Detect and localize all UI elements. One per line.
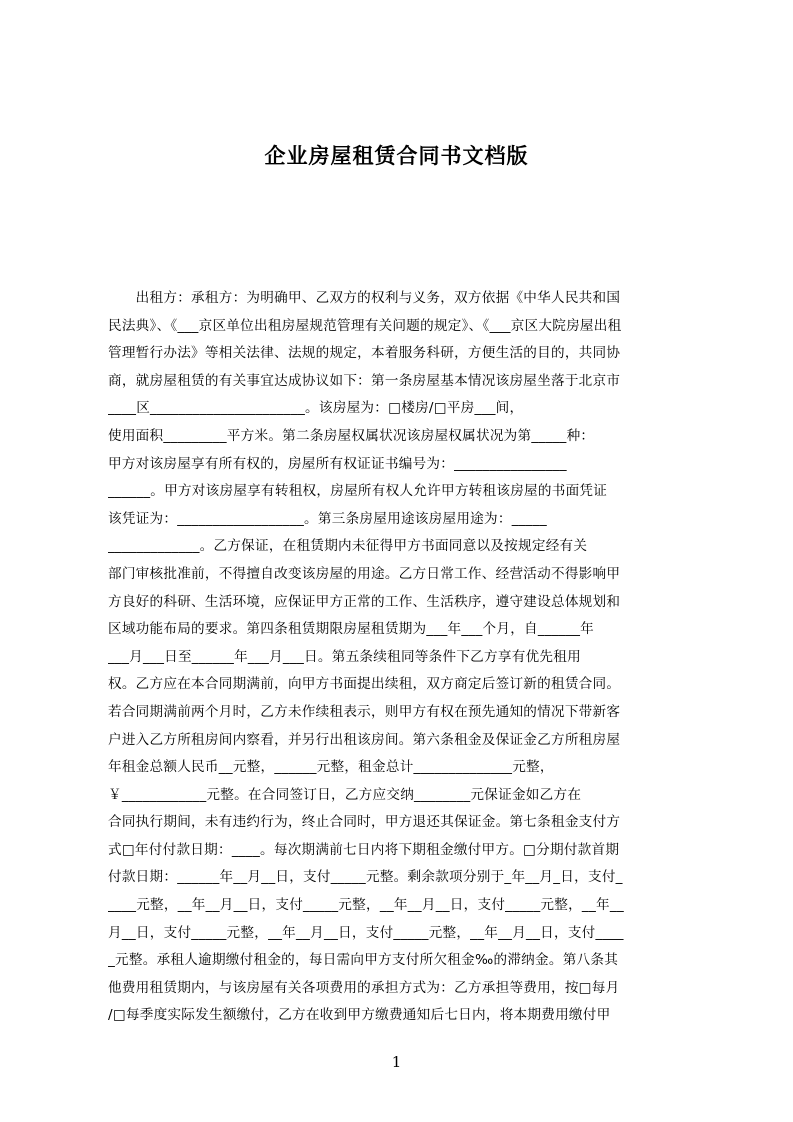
body-line: 他费用租赁期内，与该房屋有关各项费用的承担方式为：乙方承担等费用，按□每月 (108, 979, 620, 996)
body-line: 付款日期：______年__月__日，支付_____元整。剩余款项分别于_年__月_日，支付_ (108, 869, 623, 886)
body-line: /□每季度实际发生额缴付，乙方在收到甲方缴费通知后七日内，将本期费用缴付甲 (108, 1007, 611, 1024)
body-line: 式□年付付款日期：____。每次期满前七日内将下期租金缴付甲方。□分期付款首期 (108, 841, 620, 858)
body-line: ____区______________________。该房屋为：□楼房/□平房___间， (108, 400, 524, 417)
body-line: 使用面积_________平方米。第二条房屋权属状况该房屋权属状况为第_____种： (108, 427, 595, 444)
body-line: 权。乙方应在本合同期满前，向甲方书面提出续租，双方商定后签订新的租赁合同。 (108, 676, 621, 693)
body-line: ￥____________元整。在合同签订日，乙方应交纳________元保证金如乙方在 (108, 786, 582, 803)
body-line: 管理暂行办法》等相关法律、法规的规定，本着服务科研，方便生活的目的，共同协 (108, 345, 621, 362)
body-line: ____元整，__年__月__日，支付_____元整，__年__月__日，支付_____元整，__年__ (108, 897, 624, 914)
body-line: 部门审核批准前，不得擅自改变该房屋的用途。乙方日常工作、经营活动不得影响甲 (108, 565, 621, 582)
body-line: 合同执行期间，未有违约行为，终止合同时，甲方退还其保证金。第七条租金支付方 (108, 814, 621, 831)
body-line: 户进入乙方所租房间内察看，并另行出租该房间。第六条租金及保证金乙方所租房屋 (108, 731, 621, 748)
body-line: _____________。乙方保证，在租赁期内未征得甲方书面同意以及按规定经有关 (108, 538, 588, 555)
body-line: _元整。承租人逾期缴付租金的，每日需向甲方支付所欠租金‰的滞纳金。第八条其 (108, 952, 619, 969)
body-line: 甲方对该房屋享有所有权的，房屋所有权证证书编号为：________________ (108, 455, 567, 472)
body-line: 出租方：承租方：为明确甲、乙双方的权利与义务，双方依据《中华人民共和国 (108, 290, 621, 306)
contract-body (108, 285, 700, 1030)
body-line: 区域功能布局的要求。第四条租赁期限房屋租赁期为___年___个月，自______年 (108, 621, 595, 638)
page-number: 1 (391, 1053, 402, 1071)
body-line: 若合同期满前两个月时，乙方未作续租表示，则甲方有权在预先通知的情况下带新客 (108, 703, 621, 720)
body-line: 该凭证为：__________________。第三条房屋用途该房屋用途为：_____ (108, 510, 547, 527)
body-line: 方良好的科研、生活环境，应保证甲方正常的工作、生活秩序，遵守建设总体规划和 (108, 593, 621, 610)
body-line: 商，就房屋租赁的有关事宜达成协议如下：第一条房屋基本情况该房屋坐落于北京市 (108, 372, 621, 389)
body-line: ______。甲方对该房屋享有转租权，房屋所有权人允许甲方转租该房屋的书面凭证 (108, 483, 608, 500)
body-line: 月__日，支付_____元整，__年__月__日，支付_____元整，__年__月__日，支付____ (108, 924, 624, 941)
document-title: 企业房屋租赁合同书文档版 (264, 144, 529, 168)
body-line: 民法典》、《___京区单位出租房屋规范管理有关问题的规定》、《___京区大院房屋出租 (108, 317, 622, 334)
body-line: ___月___日至______年___月___日。第五条续租同等条件下乙方享有优先租用 (108, 648, 581, 665)
body-line: 年租金总额人民币__元整，______元整，租金总计______________元整， (108, 759, 554, 776)
